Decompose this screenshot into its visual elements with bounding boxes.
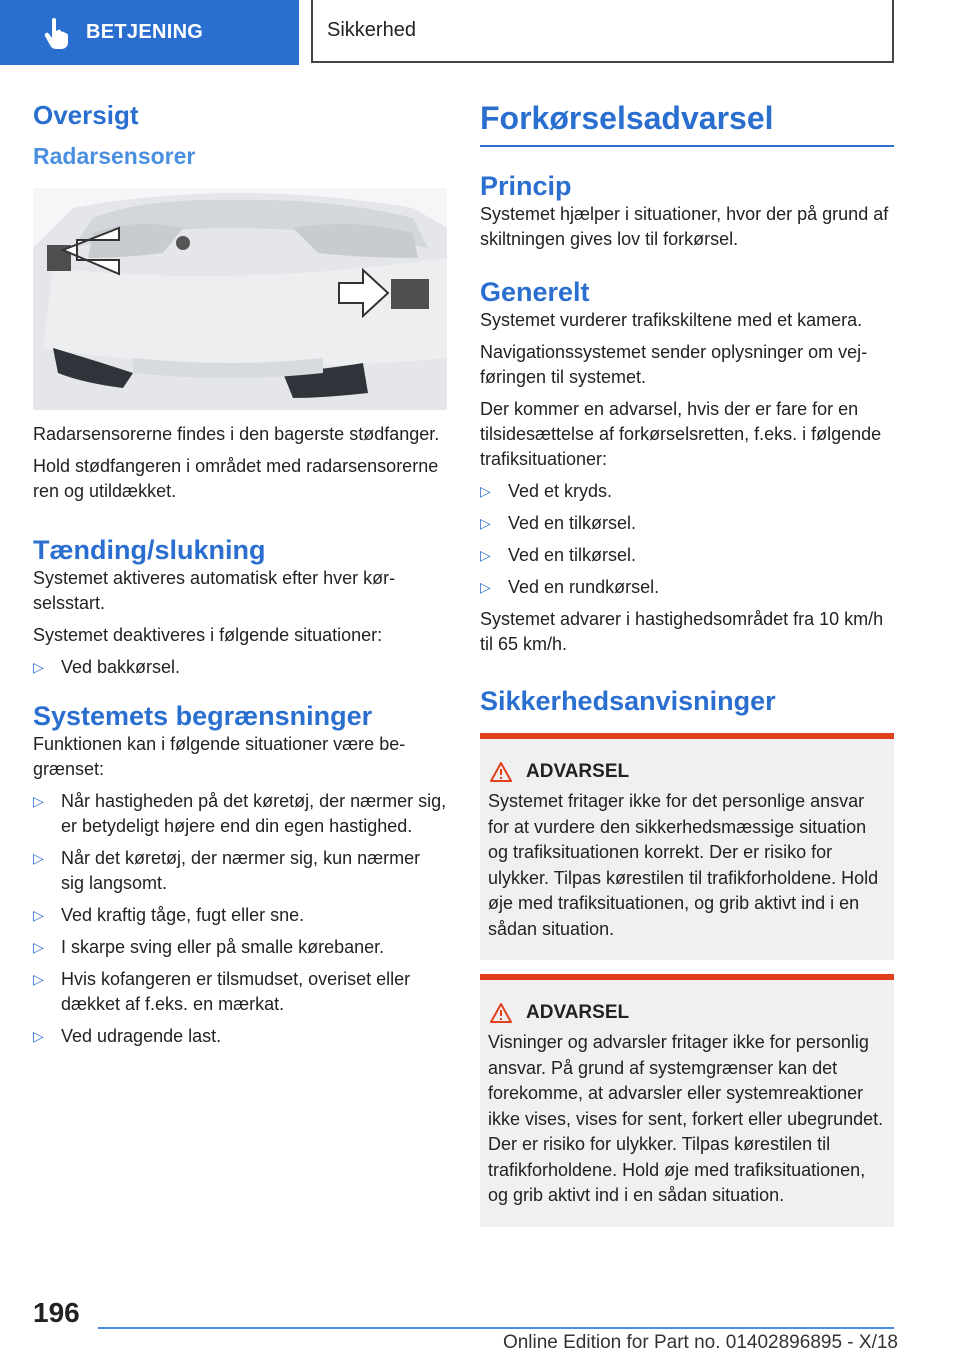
list-item: ▷ Hvis kofangeren er tilsmudset, overiset eller dækket af f.eks. en mærkat.: [33, 969, 411, 1014]
list-item: ▷ Ved udragende last.: [33, 1024, 447, 1049]
warning-box: [480, 974, 894, 1227]
overview-title: Oversigt: [33, 100, 139, 130]
list-item: ▷ Ved en tilkørsel.: [480, 543, 894, 568]
triangle-bullet-icon: ▷: [33, 939, 44, 955]
radar-clean-text: Hold stødfangeren i området med radarsensorerne ren og utildækket.: [33, 456, 439, 501]
princip-text: Systemet hjælper i situationer, hvor der på grund af skiltningen gives lov til forkørsel.: [480, 204, 889, 249]
triangle-bullet-icon: ▷: [33, 659, 44, 675]
generelt-text-3: Der kommer en advarsel, hvis der er fare for en tilsidesættelse af forkørselsretten, f.eks. i følgende trafiksituationer:: [480, 399, 882, 469]
warning-text: Visninger og advarsler fritager ikke for personlig ansvar. På grund af systemgrænser kan det forekomme, at advarsler eller systemreaktioner ikke vises, vises for sent, forkert eller ubegrundet. Der er risiko for ulykker. Tilpas kørestilen til trafikforholdene. Hold øje med trafiksituationen, og grib aktivt ind i en sådan situation.: [488, 1032, 884, 1205]
triangle-bullet-icon: ▷: [480, 547, 491, 563]
warning-text: Systemet fritager ikke for det personlige ansvar for at vurdere den sikkerhedsmæssige situation og trafiksituationen korrekt. Der er risiko for ulykker. Tilpas kørestilen til trafikforholdene. Hold øje med trafiksituationen, og grib aktivt ind i en sådan situation.: [488, 791, 879, 939]
car-rear-radar-illustration: [33, 188, 447, 410]
warning-triangle-icon: [490, 762, 512, 782]
limitations-title: Systemets begrænsninger: [33, 701, 373, 731]
on-off-text-1: Systemet aktiveres automatisk efter hver kørselsstart.: [33, 568, 396, 613]
generelt-title: Generelt: [480, 277, 590, 307]
list-item: ▷ Når hastigheden på det køretøj, der nærmer sig, er betydeligt højere end din egen hastighed.: [33, 791, 447, 836]
warning-title: ADVARSEL: [526, 1002, 630, 1023]
left-column: [33, 100, 447, 1056]
situations-list: [480, 479, 894, 600]
generelt-text-2: Navigationssystemet sender oplysninger om vejføringen til systemet.: [480, 342, 868, 387]
warning-box: [480, 733, 894, 960]
limitations-list: [33, 789, 447, 1049]
triangle-bullet-icon: ▷: [33, 971, 44, 987]
on-off-title: Tænding/slukning: [33, 535, 266, 565]
edition-footer: Online Edition for Part no. 01402896895 - X/18: [502, 1332, 898, 1353]
list-item: ▷ I skarpe sving eller på smalle kørebaner.: [33, 935, 447, 960]
hand-pointer-icon: [36, 13, 76, 53]
chapter-tab[interactable]: [0, 0, 299, 65]
safety-title: Sikkerhedsanvisninger: [480, 686, 776, 716]
list-item: ▷ Ved kraftig tåge, fugt eller sne.: [33, 903, 447, 928]
list-item: ▷ Når det køretøj, der nærmer sig, kun nærmer sig langsomt.: [33, 848, 421, 893]
page-number: 196: [33, 1297, 80, 1328]
right-column: [480, 100, 894, 1241]
list-item: ▷ Ved en tilkørsel.: [480, 511, 894, 536]
warning-triangle-icon: [490, 1003, 512, 1023]
triangle-bullet-icon: ▷: [480, 483, 491, 499]
triangle-bullet-icon: ▷: [33, 793, 44, 809]
generelt-text-1: Systemet vurderer trafikskiltene med et kamera.: [480, 310, 863, 330]
speed-range-text: Systemet advarer i hastighedsområdet fra 10 km/h til 65 km/h.: [480, 609, 884, 654]
triangle-bullet-icon: ▷: [480, 515, 491, 531]
radar-location-text: Radarsensorerne findes i den bagerste stødfanger.: [33, 424, 440, 444]
on-off-text-2: Systemet deaktiveres i følgende situationer:: [33, 625, 383, 645]
triangle-bullet-icon: ▷: [33, 907, 44, 923]
section-label: Sikkerhed: [311, 0, 894, 63]
triangle-bullet-icon: ▷: [33, 850, 44, 866]
deactivate-list: [33, 655, 447, 680]
page-title: Forkørselsadvarsel: [480, 100, 894, 147]
radar-subtitle: Radarsensorer: [33, 143, 196, 169]
footer-rule: [98, 1327, 894, 1329]
list-item: ▷ Ved en rundkørsel.: [480, 575, 894, 600]
list-item: ▷ Ved et kryds.: [480, 479, 894, 504]
limitations-text: Funktionen kan i følgende situationer være begrænset:: [33, 734, 406, 779]
chapter-label: BETJENING: [86, 21, 204, 43]
triangle-bullet-icon: ▷: [480, 579, 491, 595]
princip-title: Princip: [480, 171, 572, 201]
warning-title: ADVARSEL: [526, 761, 630, 782]
triangle-bullet-icon: ▷: [33, 1028, 44, 1044]
list-item: ▷ Ved bakkørsel.: [33, 655, 447, 680]
